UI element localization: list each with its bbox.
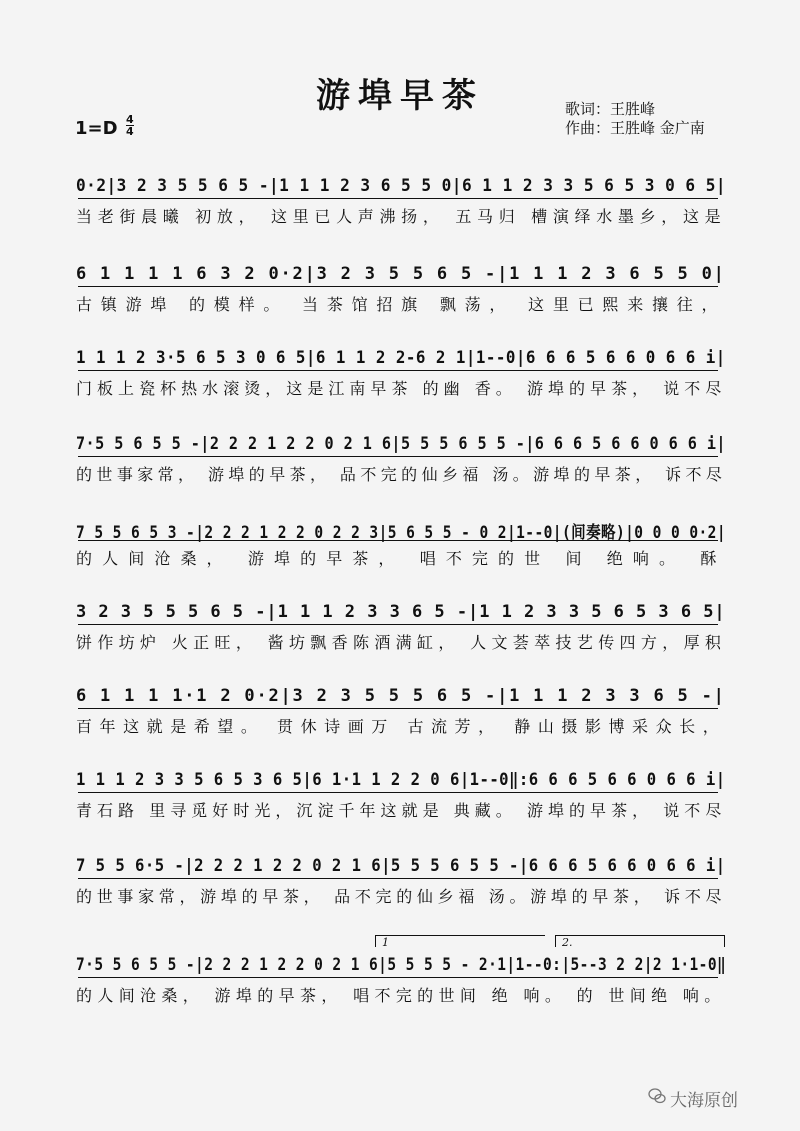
credits (565, 100, 705, 138)
notation-line: 7·5 5 6 5 5 -|2 2 2 1 2 2 0 2 1 6|5 5 5 6 5 5 -|6 6 6 5 6 6 0 6 6 i| (76, 434, 726, 454)
time-signature-bottom: 4 (126, 125, 134, 138)
beam-line (78, 198, 718, 199)
notation-line: 7 5 5 6·5 -|2 2 2 1 2 2 0 2 1 6|5 5 5 6 5 5 -|6 6 6 5 6 6 0 6 6 i| (76, 856, 726, 876)
lyrics-line: 门板上瓷杯热水滚烫，这是江南早茶 的幽 香。 游埠的早茶， 说不尽 (76, 379, 727, 398)
beam-line (78, 792, 718, 793)
score-system-3 (70, 348, 730, 406)
score-system-1 (70, 176, 730, 234)
score-system-6 (70, 602, 730, 660)
lyrics-line: 的世事家常， 游埠的早茶， 品不完的仙乡福 汤。游埠的早茶， 诉不尽 (76, 465, 727, 484)
notation-line: 3 2 3 5 5 5 6 5 -|1 1 1 2 3 3 6 5 -|1 1 2 3 3 5 6 5 3 6 5| (76, 602, 726, 622)
time-signature (126, 114, 134, 137)
watermark-text: 大海原创 (670, 1091, 738, 1111)
lyrics-line: 古镇游埠 的模样。 当茶馆招旗 飘荡， 这里已熙来攘往， (76, 295, 727, 314)
lyrics-line: 百年这就是希望。 贯休诗画万 古流芳， 静山摄影博采众长， (76, 717, 727, 736)
wechat-icon (648, 1087, 666, 1105)
second-ending-number: 2. (562, 936, 573, 949)
lyrics-line: 的世事家常，游埠的早茶， 品不完的仙乡福 汤。游埠的早茶， 诉不尽 (76, 887, 727, 906)
score-system-2 (70, 264, 730, 322)
composer-credit: 作曲：王胜峰 金广南 (565, 119, 705, 137)
beam-line (78, 456, 718, 457)
lyrics-line: 当老街晨曦 初放， 这里已人声沸扬， 五马归 槽演绎水墨乡，这是 (76, 207, 727, 226)
beam-line (78, 370, 718, 371)
time-signature-top: 4 (126, 113, 134, 126)
second-ending-bracket (555, 935, 725, 947)
lyrics-line: 青石路 里寻觅好时光，沉淀千年这就是 典藏。 游埠的早茶， 说不尽 (76, 801, 727, 820)
beam-line (78, 977, 718, 978)
beam-line (78, 624, 718, 625)
notation-line: 7·5 5 6 5 5 -|2 2 2 1 2 2 0 2 1 6|5 5 5 5 - 2·1|1--0:|5--3 2 2|2 1·1-0‖ (76, 955, 727, 975)
beam-line (78, 708, 718, 709)
first-ending-bracket (375, 935, 545, 947)
score-system-10 (70, 955, 730, 1013)
lyrics-line: 的人间沧桑， 游埠的早茶， 唱不完的世间 绝 响。 的 世间绝 响。 (76, 986, 726, 1005)
beam-line (78, 878, 718, 879)
key-signature: 1=D (75, 118, 118, 139)
notation-line: 0·2|3 2 3 5 5 6 5 -|1 1 1 2 3 6 5 5 0|6 1 1 2 3 3 5 6 5 3 0 6 5| (76, 176, 727, 196)
notation-line: 7 5 5 6 5 3 -|2 2 2 1 2 2 0 2 2 3|5 6 5 5 - 0 2|1--0|(间奏略)|0 0 0 0·2| (76, 523, 727, 543)
notation-line: 1 1 1 2 3·5 6 5 3 0 6 5|6 1 1 2 2-6 2 1|1--0|6 6 6 5 6 6 0 6 6 i| (76, 348, 726, 368)
notation-line: 6 1 1 1 1·1 2 0·2|3 2 3 5 5 5 6 5 -|1 1 1 2 3 3 6 5 -| (76, 686, 726, 706)
lyricist-credit: 歌词：王胜峰 (565, 100, 656, 118)
beam-line (78, 540, 718, 541)
score-system-7 (70, 686, 730, 744)
score-system-9 (70, 856, 730, 914)
notation-line: 1 1 1 2 3 3 5 6 5 3 6 5|6 1·1 1 2 2 0 6|1--0‖:6 6 6 5 6 6 0 6 6 i| (76, 770, 726, 790)
first-ending-number: 1 (382, 936, 389, 949)
notation-line: 6 1 1 1 1 6 3 2 0·2|3 2 3 5 5 6 5 -|1 1 1 2 3 6 5 5 0| (76, 264, 726, 284)
song-title: 游埠早茶 (316, 76, 484, 116)
beam-line (78, 286, 718, 287)
score-system-4 (70, 434, 730, 492)
score-system-5 (70, 518, 730, 576)
lyrics-line: 的人间沧桑， 游埠的早茶， 唱不完的世 间 绝响。 酥 (76, 549, 727, 568)
lyrics-line: 饼作坊炉 火正旺， 酱坊飘香陈酒满缸， 人文荟萃技艺传四方，厚积 (76, 633, 727, 652)
score-system-8 (70, 770, 730, 828)
